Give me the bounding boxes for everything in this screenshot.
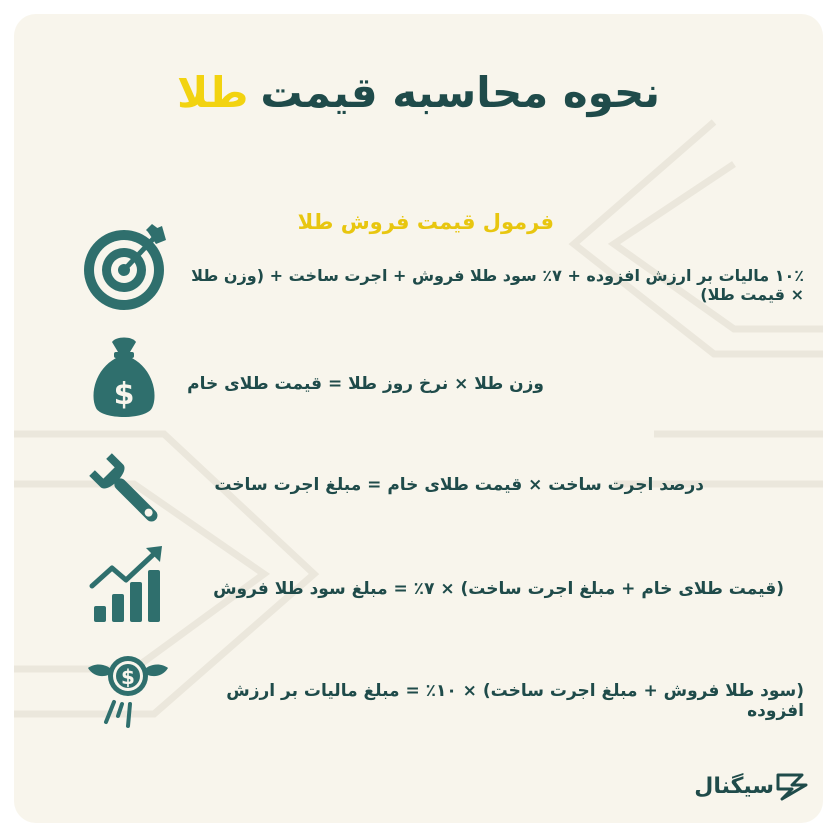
page-title (14, 62, 823, 122)
signal-logo-icon (774, 771, 810, 801)
formula-making-fee: درصد اجرت ساخت × قیمت طلای خام = مبلغ اجرت ساخت (214, 475, 704, 495)
formula-subtitle: فرمول قیمت فروش طلا (297, 210, 554, 234)
formula-vat: (سود طلا فروش + مبلغ اجرت ساخت) × ۱۰٪ = مبلغ مالیات بر ارزش افزوده (226, 681, 804, 721)
formula-gold-sale-price: ۱۰٪ مالیات بر ارزش افزوده + ۷٪ سود طلا فروش + اجرت ساخت + (وزن طلا × قیمت طلا) (191, 266, 804, 304)
growth-chart-icon (88, 546, 168, 626)
money-bag-icon (88, 336, 160, 422)
infographic-card (14, 14, 823, 823)
brand-logo (660, 766, 810, 806)
target-icon (80, 222, 172, 314)
svg-text:$: $ (113, 377, 135, 412)
formula-raw-gold-price: وزن طلا × نرخ روز طلا = قیمت طلای خام (187, 374, 544, 394)
wrench-icon (86, 450, 166, 530)
flying-coin-icon (82, 650, 174, 730)
title-accent: طلا (176, 67, 249, 117)
brand-name: سیگنال (694, 773, 774, 799)
formula-seller-profit: (قیمت طلای خام + مبلغ اجرت ساخت) × ۷٪ = مبلغ سود طلا فروش (213, 579, 784, 599)
title-main: نحوه محاسبه قیمت (260, 67, 661, 117)
svg-text:$: $ (121, 665, 135, 689)
